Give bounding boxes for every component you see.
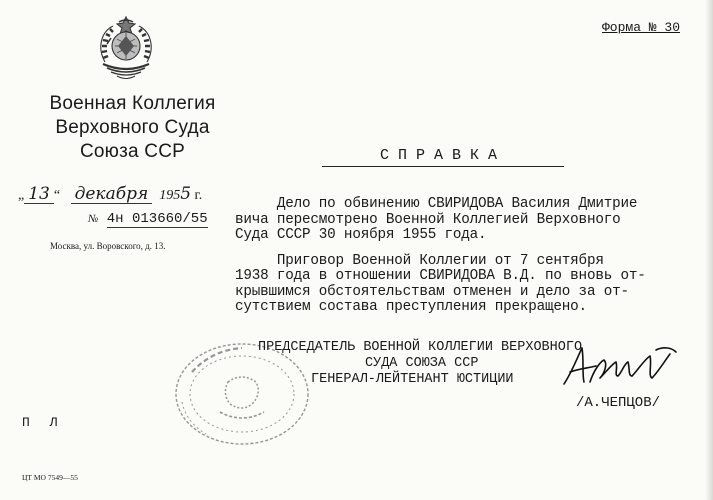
document-number-label: № [88,213,99,225]
certificate-body [235,197,705,316]
print-code: ЦТ МО 7549—55 [22,473,78,482]
document-number-value: 4н 013660/55 [106,211,208,227]
court-address: Москва, ул. Воровского, д. 13. [50,241,166,251]
date-month: декабря [71,186,153,204]
date-year-suffix: г. [194,188,203,203]
signer-name: /А.ЧЕПЦОВ/ [576,395,661,411]
date-year-digit: 5 [180,184,192,204]
organization-name [30,92,235,164]
body-line: вича пересмотрено Военной Коллегией Верховного [235,211,621,228]
signer-rank-line: ГЕНЕРАЛ-ЛЕЙТЕНАНТ ЮСТИЦИИ [311,372,514,387]
form-number: Форма № 30 [602,20,681,35]
organization-line: Верховного Суда [55,117,210,138]
document-title: СПРАВКА [322,147,564,167]
scan-edge [705,0,713,500]
body-line: Суда СССР 30 ноября 1955 года. [235,227,487,243]
date-open-quote: „ [18,188,25,203]
body-line: Дело по обвинению СВИРИДОВА Василия Дмитрие [235,196,638,212]
body-line: Приговор Военной Коллегии от 7 сентября [235,252,604,269]
body-paragraph [235,254,705,316]
signer-position-line: ПРЕДСЕДАТЕЛЬ ВОЕННОЙ КОЛЛЕГИИ ВЕРХОВНОГО [258,340,583,355]
handwritten-signature [560,342,680,394]
signer-position-line: СУДА СОЮЗА ССР [365,356,479,371]
date-year-prefix: 195 [159,188,181,203]
body-paragraph [235,197,705,244]
organization-line: Военная Коллегия [49,93,216,114]
body-line: сутствием состава преступления прекращено. [235,299,587,315]
executor-initials: П Л [22,415,64,430]
document-date [18,186,202,204]
document-number [88,211,208,227]
body-line: крывшимся обстоятельствам отменен и дело за от- [235,283,629,300]
body-line: 1938 года в отношении СВИРИДОВА В.Д. по вновь от- [235,268,646,284]
organization-line: Союза ССР [79,141,185,162]
ussr-emblem-icon [95,14,157,84]
date-day: 13 [24,186,54,204]
date-close-quote: “ [53,188,61,203]
